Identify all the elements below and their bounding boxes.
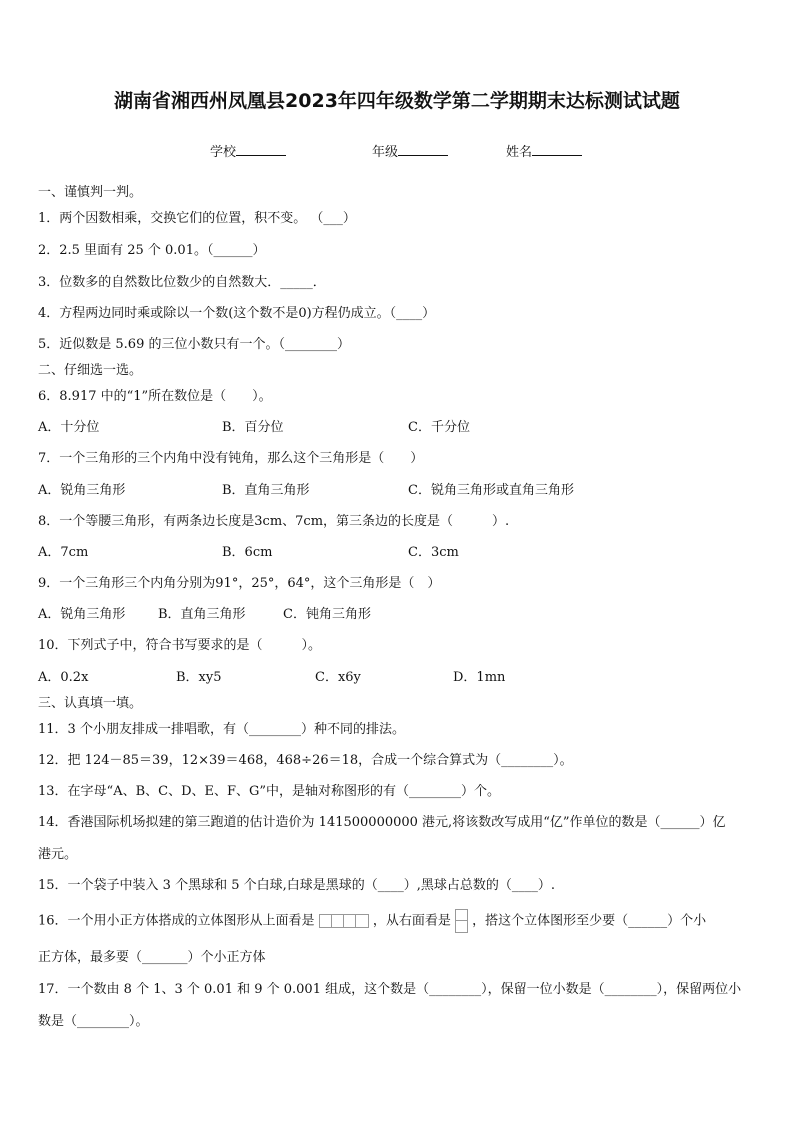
name-label: 姓名 bbox=[506, 145, 533, 160]
question-6: 6．8.917 中的“1”所在数位是（ ）。 bbox=[38, 389, 272, 404]
school-blank[interactable] bbox=[236, 143, 286, 156]
grade-field[interactable] bbox=[372, 141, 448, 160]
q9-option-a[interactable]: A．锐角三角形 bbox=[38, 607, 126, 622]
question-11: 11．3 个小朋友排成一排唱歌，有（________）种不同的排法。 bbox=[38, 722, 405, 737]
question-17-line-2: 数是（________）。 bbox=[38, 1014, 149, 1029]
q9-option-c[interactable]: C．钝角三角形 bbox=[283, 607, 371, 622]
question-16-line-2: 正方体，最多要（_______）个小正方体 bbox=[38, 950, 266, 965]
q10-option-d[interactable]: D．1mn bbox=[453, 670, 506, 685]
school-field[interactable] bbox=[210, 141, 286, 160]
question-5: 5．近似数是 5.69 的三位小数只有一个。（________） bbox=[38, 337, 350, 352]
section-judge: 一、谨慎判一判。 bbox=[38, 185, 143, 200]
q7-option-b[interactable]: B．直角三角形 bbox=[222, 483, 310, 498]
top-view-cubes-icon bbox=[319, 914, 369, 928]
q8-option-b[interactable]: B．6cm bbox=[222, 545, 273, 560]
question-8: 8．一个等腰三角形，有两条边长度是3cm、7cm，第三条边的长度是（ ）. bbox=[38, 514, 510, 529]
question-13: 13．在字母“A、B、C、D、E、F、G”中，是轴对称图形的有（________）个。 bbox=[38, 784, 501, 799]
q7-option-a[interactable]: A．锐角三角形 bbox=[38, 483, 126, 498]
question-10: 10．下列式子中，符合书写要求的是（ ）。 bbox=[38, 638, 322, 653]
question-2: 2．2.5 里面有 25 个 0.01。（______） bbox=[38, 243, 266, 258]
name-blank[interactable] bbox=[532, 143, 582, 156]
question-14-line-2: 港元。 bbox=[38, 847, 78, 862]
grade-label: 年级 bbox=[372, 145, 399, 160]
question-7: 7．一个三角形的三个内角中没有钝角，那么这个三角形是（ ） bbox=[38, 451, 424, 466]
q9-option-b[interactable]: B．直角三角形 bbox=[158, 607, 246, 622]
q6-option-a[interactable]: A．十分位 bbox=[38, 420, 100, 435]
question-12: 12．把 124－85＝39，12×39＝468，468÷26＝18，合成一个综合算式为（________）。 bbox=[38, 753, 573, 768]
question-3: 3．位数多的自然数比位数少的自然数大．_____． bbox=[38, 275, 326, 290]
question-9: 9．一个三角形三个内角分别为91°，25°，64°，这个三角形是（ ） bbox=[38, 576, 441, 591]
question-14-line-1: 14．香港国际机场拟建的第三跑道的估计造价为 141500000000 港元,将该数改写成用“亿”作单位的数是（______）亿 bbox=[38, 815, 726, 830]
q16-text-right: ，从右面看是 bbox=[372, 913, 451, 929]
question-1: 1．两个因数相乘，交换它们的位置，积不变。 （___） bbox=[38, 211, 356, 226]
question-16-line-1 bbox=[38, 909, 706, 933]
q16-text-top: 16．一个用小正方体搭成的立体图形从上面看是 bbox=[38, 913, 315, 929]
question-15: 15．一个袋子中装入 3 个黑球和 5 个白球,白球是黑球的（____）,黑球占总数的（____）. bbox=[38, 878, 556, 893]
q10-option-a[interactable]: A．0.2x bbox=[38, 670, 89, 685]
section-fill: 三、认真填一填。 bbox=[38, 696, 143, 711]
q10-option-c[interactable]: C．x6y bbox=[315, 670, 361, 685]
q6-option-b[interactable]: B．百分位 bbox=[222, 420, 284, 435]
q8-option-a[interactable]: A．7cm bbox=[38, 545, 89, 560]
name-field[interactable] bbox=[506, 141, 582, 160]
q10-option-b[interactable]: B．xy5 bbox=[176, 670, 222, 685]
grade-blank[interactable] bbox=[398, 143, 448, 156]
school-label: 学校 bbox=[210, 145, 237, 160]
q8-option-c[interactable]: C．3cm bbox=[408, 545, 459, 560]
section-choice: 二、仔细选一选。 bbox=[38, 363, 143, 378]
page-title: 湖南省湘西州凤凰县2023年四年级数学第二学期期末达标测试试题 bbox=[114, 90, 680, 112]
q6-option-c[interactable]: C．千分位 bbox=[408, 420, 470, 435]
question-17-line-1: 17．一个数由 8 个 1、3 个 0.01 和 9 个 0.001 组成，这个数是（________），保留一位小数是（________），保留两位小 bbox=[38, 982, 742, 997]
q7-option-c[interactable]: C．锐角三角形或直角三角形 bbox=[408, 483, 574, 498]
question-4: 4．方程两边同时乘或除以一个数(这个数不是0)方程仍成立。（____） bbox=[38, 306, 436, 321]
right-view-cubes-icon bbox=[455, 909, 468, 933]
q16-text-min: ，搭这个立体图形至少要（______）个小 bbox=[472, 913, 707, 929]
